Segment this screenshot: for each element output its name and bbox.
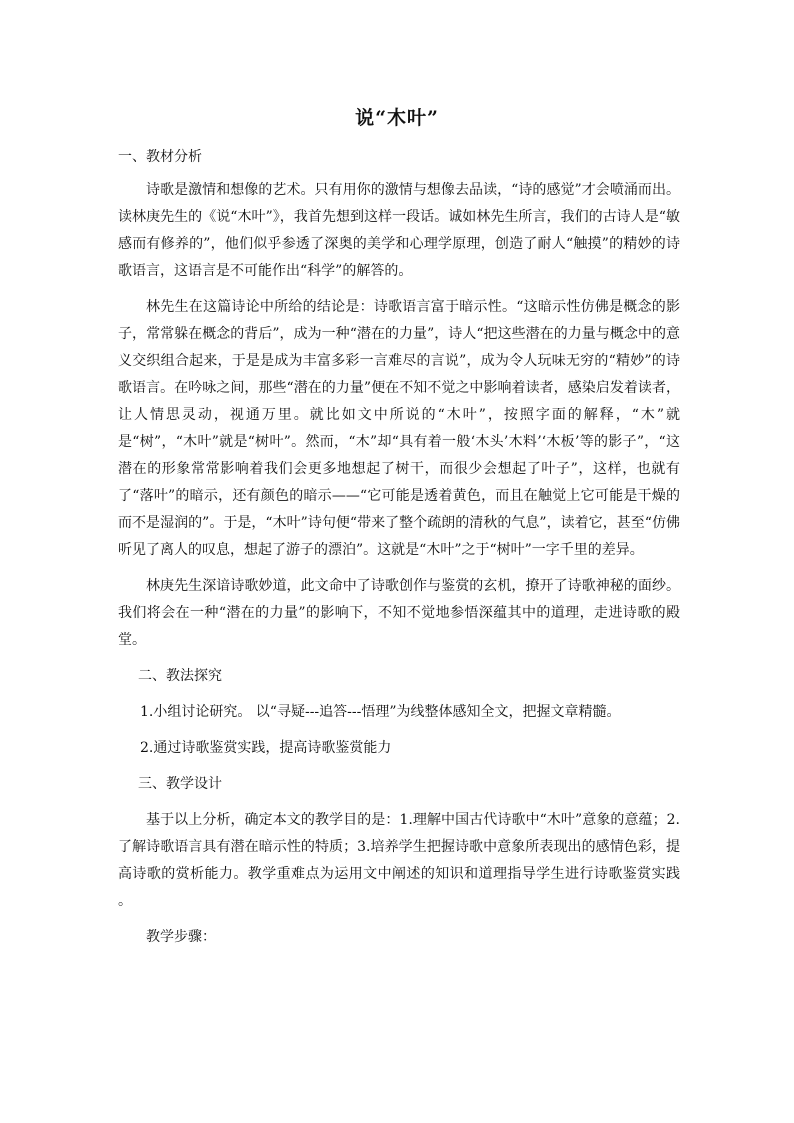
paragraph-conclusion: 林先生在这篇诗论中所给的结论是：诗歌语言富于暗示性。“这暗示性仿佛是概念的影子，常常躲在概念的背后”，成为一种“潜在的力量”，诗人“把这些潜在的力量与概念中的意义交织组合起来，于是是成为丰富多彩一言难尽的言说”，成为令人玩味无穷的“精妙”的诗歌语言。在吟咏之间，那些“潜在的力量”便在不知不觉之中影响着读者，感染启发着读者，让人情思灵动，视通万里。就比如文中所说的“木叶”，按照字面的解释，“木”就是“树”，“木叶”就是“树叶”。然而，“木”却“具有着一般‘木头’木料’‘木板’等的影子”，“这潜在的形象常常影响着我们会更多地想起了树干，而很少会想起了叶子”，这样，也就有了“落叶”的暗示，还有颜色的暗示——“它可能是透着黄色，而且在触觉上它可能是干燥的而不是湿润的”。于是，“木叶”诗句便“带来了整个疏朗的清秋的气息”，读着它，甚至“仿佛听见了离人的叹息，想起了游子的漂泊”。这就是“木叶”之于“树叶”一字千里的差异。 xyxy=(118,299,680,558)
section-heading-analysis: 一、教材分析 xyxy=(118,149,202,165)
method-item-1: 1.小组讨论研究。 以“寻疑---追答---悟理”为线整体感知全文，把握文章精髓。 xyxy=(140,704,621,720)
document-title: 说“木叶” xyxy=(355,107,439,129)
document-body xyxy=(118,144,680,951)
paragraph-intro: 诗歌是激情和想像的艺术。只有用你的激情与想像去品读，“诗的感觉”才会喷涌而出。读林庚先生的《说“木叶”》，我首先想到这样一段话。诚如林先生所言，我们的古诗人是“敏感而有修养的”，他们似乎参透了深奥的美学和心理学原理，创造了耐人“触摸”的精妙的诗歌语言，这语言是不可能作出“科学”的解答的。 xyxy=(118,182,680,279)
paragraph-objectives: 基于以上分析，确定本文的教学目的是：1.理解中国古代诗歌中“木叶”意象的意蕴；2.了解诗歌语言具有潜在暗示性的特质；3.培养学生把握诗歌中意象所表现出的感情色彩，提高诗歌的赏析能力。教学重难点为运用文中阐述的知识和道理指导学生进行诗歌鉴赏实践 。 xyxy=(118,812,680,909)
paragraph-summary: 林庚先生深谙诗歌妙道，此文命中了诗歌创作与鉴赏的玄机，撩开了诗歌神秘的面纱。我们将会在一种“潜在的力量”的影响下，不知不觉地参悟深蕴其中的道理，走进诗歌的殿堂。 xyxy=(118,578,680,648)
method-item-2: 2.通过诗歌鉴赏实践，提高诗歌鉴赏能力 xyxy=(140,740,392,756)
section-heading-methods: 二、教法探究 xyxy=(138,668,222,684)
section-heading-design: 三、教学设计 xyxy=(138,776,222,792)
steps-label: 教学步骤： xyxy=(146,929,216,945)
